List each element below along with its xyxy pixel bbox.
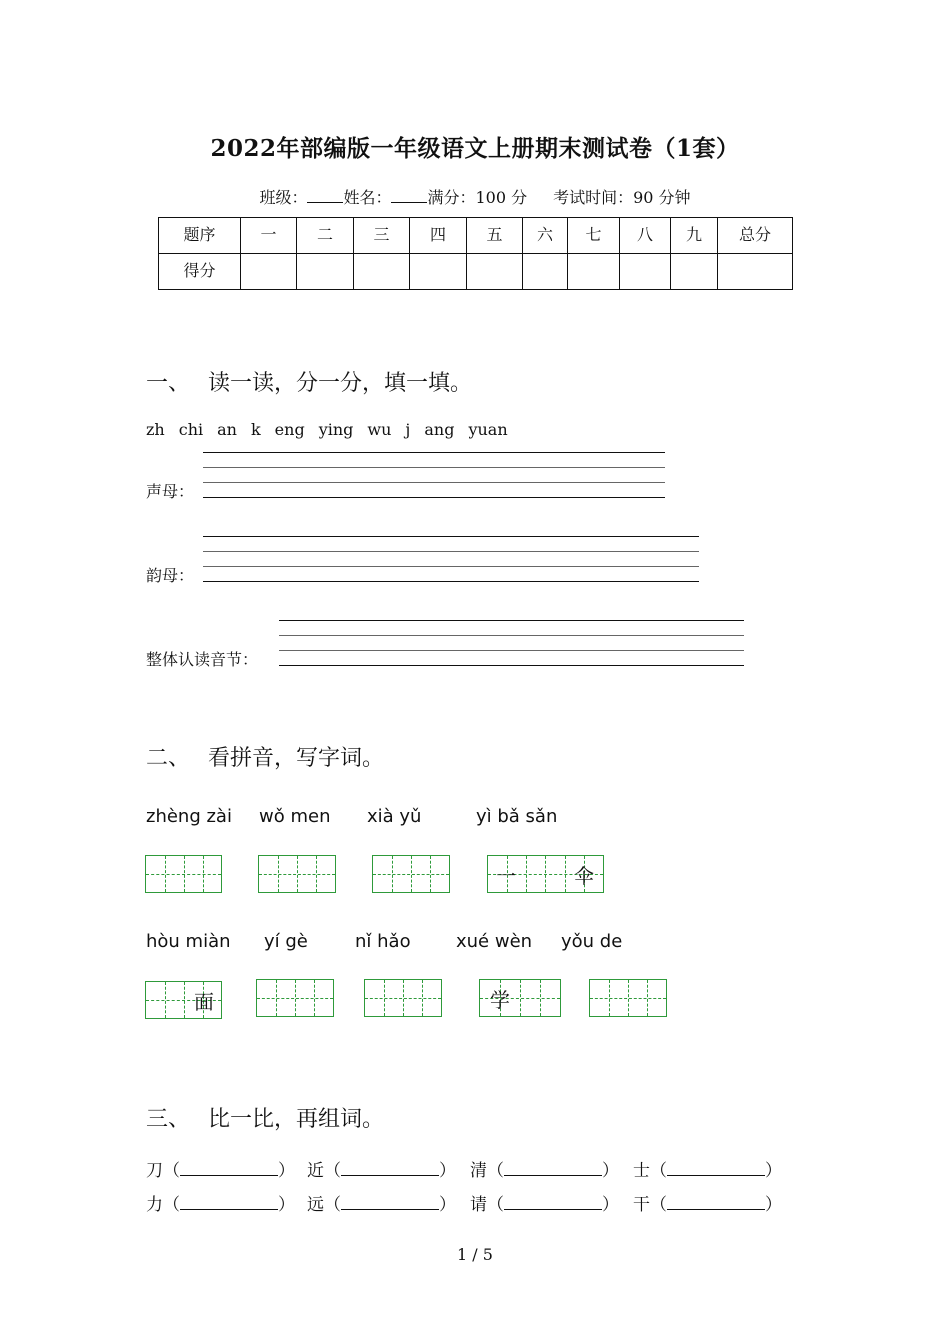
syllable: ang bbox=[424, 420, 455, 439]
class-label: 班级： bbox=[259, 188, 308, 207]
answer-blank[interactable] bbox=[504, 1161, 602, 1176]
writing-line[interactable] bbox=[279, 620, 744, 621]
pinyin-prompt: zhèng zài bbox=[146, 806, 232, 827]
shengmu-label: 声母： bbox=[146, 482, 195, 501]
syllable: an bbox=[217, 420, 237, 439]
answer-blank[interactable] bbox=[504, 1195, 602, 1210]
compare-item: 力（ ） bbox=[146, 1195, 295, 1215]
compare-item: 士（ ） bbox=[633, 1161, 782, 1181]
writing-line[interactable] bbox=[203, 581, 699, 582]
exam-time: 考试时间：90 分钟 bbox=[553, 188, 691, 207]
table-cell: 七 bbox=[568, 218, 620, 254]
section-title: 读一读，分一分，填一填。 bbox=[208, 371, 473, 396]
compare-item: 清（ ） bbox=[470, 1161, 619, 1181]
page-number: 1 / 5 bbox=[457, 1245, 493, 1264]
syllable: chi bbox=[178, 420, 204, 439]
class-blank[interactable] bbox=[307, 188, 343, 203]
score-input-cell[interactable] bbox=[620, 254, 671, 290]
tianzige-box[interactable] bbox=[372, 855, 450, 893]
tianzige-box[interactable] bbox=[479, 979, 561, 1017]
section-number: 三、 bbox=[146, 1107, 191, 1132]
pinyin-prompt: yì bǎ sǎn bbox=[476, 806, 558, 827]
syllable: eng bbox=[274, 420, 305, 439]
writing-line bbox=[279, 650, 744, 651]
section-number: 二、 bbox=[146, 746, 191, 771]
pinyin-prompt: yǒu de bbox=[561, 931, 623, 952]
pinyin-prompt: xué wèn bbox=[456, 931, 533, 952]
table-cell: 总分 bbox=[718, 218, 793, 254]
writing-line bbox=[203, 482, 665, 483]
compare-item: 近（ ） bbox=[307, 1161, 456, 1181]
table-cell: 得分 bbox=[159, 254, 241, 290]
answer-blank[interactable] bbox=[180, 1195, 278, 1210]
compare-item: 刀（ ） bbox=[146, 1161, 295, 1181]
writing-line[interactable] bbox=[203, 452, 665, 453]
section3-heading bbox=[146, 1102, 384, 1133]
compare-item: 远（ ） bbox=[307, 1195, 456, 1215]
score-input-cell[interactable] bbox=[671, 254, 718, 290]
pinyin-prompt: nǐ hǎo bbox=[355, 931, 411, 952]
syllable-list bbox=[146, 420, 522, 439]
syllable: yuan bbox=[468, 420, 508, 439]
score-input-cell[interactable] bbox=[297, 254, 354, 290]
score-header-row bbox=[159, 218, 793, 254]
zhengti-label: 整体认读音节： bbox=[146, 650, 259, 669]
compare-item: 请（ ） bbox=[470, 1195, 619, 1215]
tianzige-box[interactable] bbox=[364, 979, 442, 1017]
writing-line[interactable] bbox=[203, 536, 699, 537]
writing-line bbox=[203, 566, 699, 567]
section-title: 看拼音，写字词。 bbox=[208, 746, 385, 771]
section1-heading bbox=[146, 366, 472, 397]
answer-blank[interactable] bbox=[341, 1161, 439, 1176]
full-score: 满分：100 分 bbox=[427, 188, 528, 207]
syllable: zh bbox=[146, 420, 165, 439]
table-cell: 八 bbox=[620, 218, 671, 254]
writing-line bbox=[279, 635, 744, 636]
given-character: 面 bbox=[194, 990, 214, 1014]
syllable: wu bbox=[367, 420, 392, 439]
score-table bbox=[158, 217, 793, 290]
answer-blank[interactable] bbox=[667, 1161, 765, 1176]
name-blank[interactable] bbox=[391, 188, 427, 203]
table-cell: 题序 bbox=[159, 218, 241, 254]
answer-blank[interactable] bbox=[180, 1161, 278, 1176]
section-title: 比一比，再组词。 bbox=[208, 1107, 385, 1132]
tianzige-box[interactable] bbox=[145, 981, 222, 1019]
writing-line bbox=[203, 551, 699, 552]
pinyin-prompt: xià yǔ bbox=[367, 806, 422, 827]
syllable: j bbox=[405, 420, 411, 439]
pinyin-prompt: hòu miàn bbox=[146, 931, 231, 952]
score-input-cell[interactable] bbox=[718, 254, 793, 290]
score-row bbox=[159, 254, 793, 290]
table-cell: 五 bbox=[467, 218, 523, 254]
score-input-cell[interactable] bbox=[241, 254, 297, 290]
pinyin-prompt: yí gè bbox=[264, 931, 308, 952]
table-cell: 四 bbox=[410, 218, 467, 254]
table-cell: 九 bbox=[671, 218, 718, 254]
tianzige-box[interactable] bbox=[589, 979, 667, 1017]
syllable: ying bbox=[318, 420, 354, 439]
given-character: 伞 bbox=[574, 864, 594, 888]
score-input-cell[interactable] bbox=[410, 254, 467, 290]
given-character: 学 bbox=[490, 988, 510, 1012]
tianzige-box[interactable] bbox=[256, 979, 334, 1017]
syllable: k bbox=[250, 420, 261, 439]
score-input-cell[interactable] bbox=[568, 254, 620, 290]
score-input-cell[interactable] bbox=[467, 254, 523, 290]
name-label: 姓名： bbox=[343, 188, 392, 207]
section-number: 一、 bbox=[146, 371, 191, 396]
table-cell: 二 bbox=[297, 218, 354, 254]
given-character: 一 bbox=[496, 864, 516, 888]
pinyin-prompt: wǒ men bbox=[259, 806, 331, 827]
answer-blank[interactable] bbox=[341, 1195, 439, 1210]
writing-line[interactable] bbox=[203, 497, 665, 498]
writing-line[interactable] bbox=[279, 665, 744, 666]
section2-heading bbox=[146, 741, 384, 772]
tianzige-box[interactable] bbox=[487, 855, 604, 893]
table-cell: 三 bbox=[354, 218, 410, 254]
tianzige-box[interactable] bbox=[145, 855, 222, 893]
page-title: 2022年部编版一年级语文上册期末测试卷（1套） bbox=[210, 135, 740, 162]
answer-blank[interactable] bbox=[667, 1195, 765, 1210]
tianzige-box[interactable] bbox=[258, 855, 336, 893]
compare-item: 干（ ） bbox=[633, 1195, 782, 1215]
score-input-cell[interactable] bbox=[523, 254, 568, 290]
table-cell: 一 bbox=[241, 218, 297, 254]
yunmu-label: 韵母： bbox=[146, 566, 195, 585]
exam-info bbox=[0, 185, 950, 208]
writing-line bbox=[203, 467, 665, 468]
score-input-cell[interactable] bbox=[354, 254, 410, 290]
table-cell: 六 bbox=[523, 218, 568, 254]
